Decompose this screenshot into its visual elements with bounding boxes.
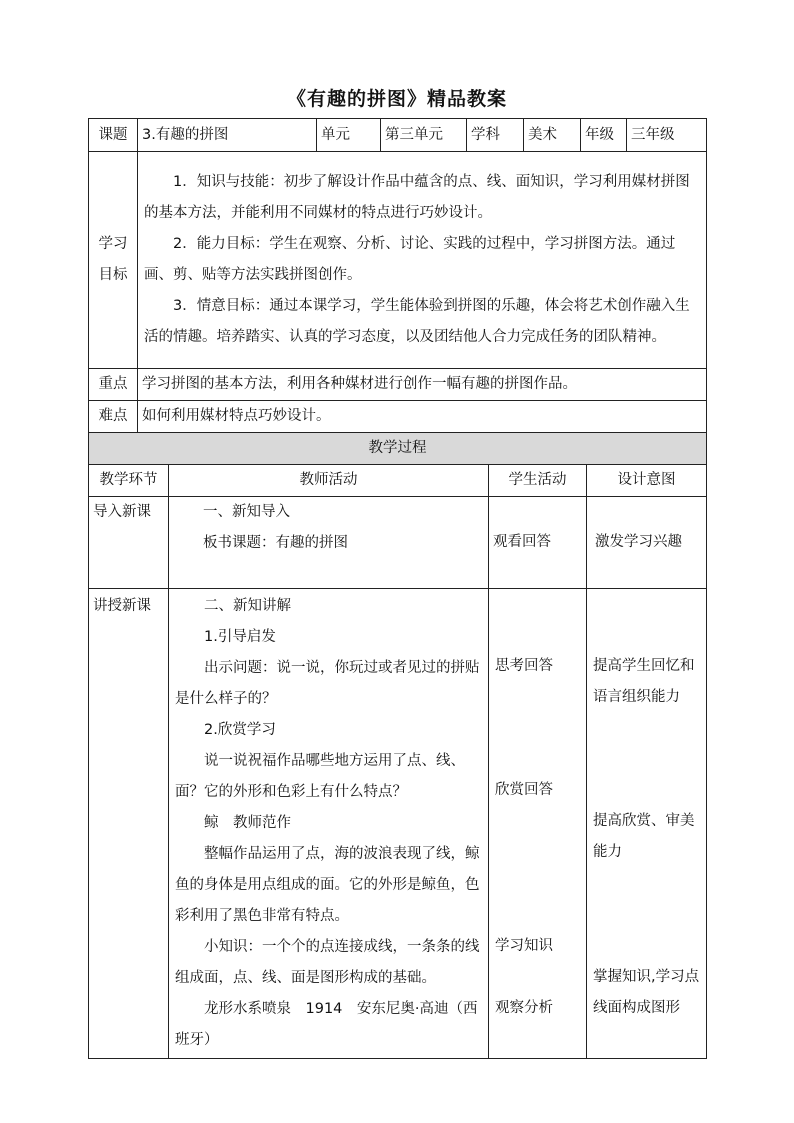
- process-header: 教学过程: [89, 433, 707, 465]
- intro-student: 观看回答: [489, 497, 587, 589]
- key-point-value: 学习拼图的基本方法，利用各种媒材进行创作一幅有趣的拼图作品。: [138, 369, 707, 401]
- subject-value: 美术: [524, 119, 581, 152]
- subject-label: 学科: [467, 119, 524, 152]
- info-table: [88, 118, 707, 433]
- col-intent: 设计意图: [587, 465, 707, 497]
- col-stage: 教学环节: [89, 465, 169, 497]
- key-point-label: 重点: [89, 369, 138, 401]
- intro-teacher: 一、新知导入 板书课题：有趣的拼图: [169, 497, 489, 589]
- difficulty-label: 难点: [89, 401, 138, 433]
- goal-item: 1．知识与技能：初步了解设计作品中蕴含的点、线、面知识，学习利用媒材拼图的基本方法，并能利用不同媒材的特点进行巧妙设计。: [144, 174, 690, 221]
- lecture-intent: 提高学生回忆和语言组织能力 提高欣赏、审美能力 掌握知识,学习点线面构成图形: [587, 589, 707, 1059]
- lecture-stage: 讲授新课: [89, 589, 169, 1059]
- unit-value: 第三单元: [381, 119, 467, 152]
- lecture-teacher: 二、新知讲解 1.引导启发 出示问题：说一说，你玩过或者见过的拼贴是什么样子的？ 2.欣赏学习 说一说祝福作品哪些地方运用了点、线、面？它的外形和色彩上有什么特点？ 鲸 教师范作 整幅作品运用了点，海的波浪表现了线，鲸鱼的身体是用点组成的面。它的外形是鲸鱼，色彩利用了黑色非常有特点。 小知识：一个个的点连接成线，一条条的线组成面，点、线、面是图形构成的基础。 龙形水系喷泉 1914 安东尼奥·高迪（西班牙）: [169, 589, 489, 1059]
- lecture-student: 思考回答 欣赏回答 学习知识 观察分析: [489, 589, 587, 1059]
- process-table: [88, 432, 707, 1059]
- topic-value: 3.有趣的拼图: [138, 119, 317, 152]
- grade-value: 三年级: [627, 119, 707, 152]
- topic-label: 课题: [89, 119, 138, 152]
- goal-item: 2．能力目标：学生在观察、分析、讨论、实践的过程中，学习拼图方法。通过画、剪、贴等方法实践拼图创作。: [144, 236, 676, 283]
- intro-stage: 导入新课: [89, 497, 169, 589]
- unit-label: 单元: [317, 119, 381, 152]
- page-title: 《有趣的拼图》精品教案: [286, 88, 507, 110]
- difficulty-value: 如何利用媒材特点巧妙设计。: [138, 401, 707, 433]
- goals-label: 学习目标: [89, 152, 138, 369]
- grade-label: 年级: [581, 119, 627, 152]
- goal-item: 3．情意目标：通过本课学习，学生能体验到拼图的乐趣，体会将艺术创作融入生活的情趣。培养踏实、认真的学习态度，以及团结他人合力完成任务的团队精神。: [144, 298, 690, 345]
- intro-intent: 激发学习兴趣: [587, 497, 707, 589]
- goals-content: [138, 152, 707, 369]
- col-teacher: 教师活动: [169, 465, 489, 497]
- col-student: 学生活动: [489, 465, 587, 497]
